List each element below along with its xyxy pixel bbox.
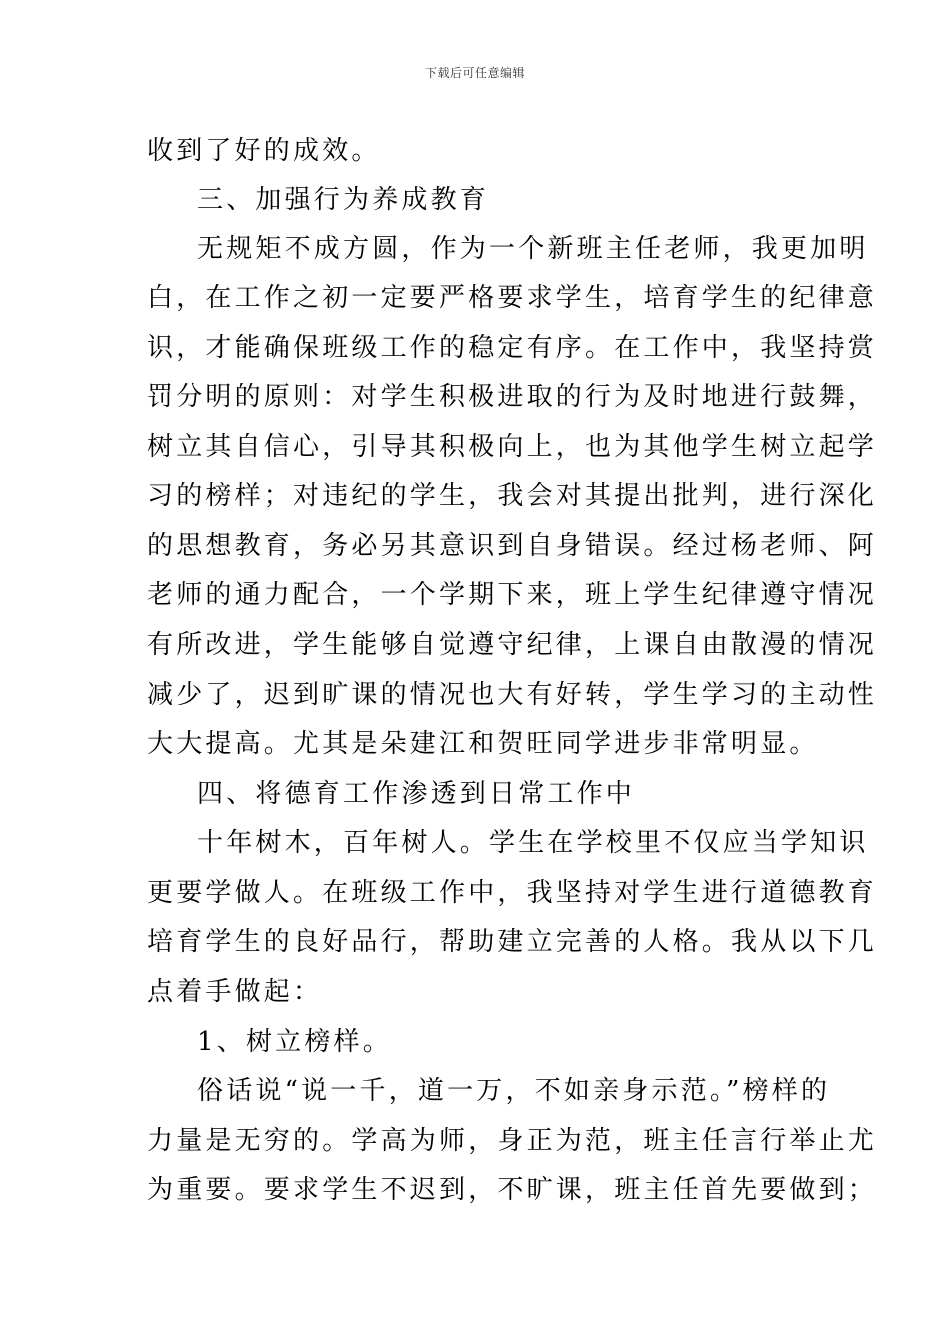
paragraph-line: 树立其自信心，引导其积极向上，也为其他学生树立起学 <box>147 432 878 462</box>
subheading: 1、树立榜样。 <box>197 1027 392 1057</box>
paragraph-line: 习的榜样；对违纪的学生，我会对其提出批判，进行深化 <box>147 481 878 511</box>
paragraph-line: 俗话说“说一千，道一万，不如亲身示范。”榜样的 <box>197 1076 831 1106</box>
paragraph-line: 无规矩不成方圆，作为一个新班主任老师，我更加明 <box>197 234 869 264</box>
paragraph-line: 减少了，迟到旷课的情况也大有好转，学生学习的主动性 <box>147 680 878 710</box>
paragraph-line: 十年树木，百年树人。学生在学校里不仅应当学知识 <box>197 828 869 858</box>
section-heading: 四、将德育工作渗透到日常工作中 <box>197 779 636 809</box>
paragraph-line: 更要学做人。在班级工作中，我坚持对学生进行道德教育 <box>147 878 878 908</box>
paragraph-line: 收到了好的成效。 <box>147 136 381 166</box>
paragraph-line: 罚分明的原则：对学生积极进取的行为及时地进行鼓舞， <box>147 382 878 412</box>
paragraph-line: 老师的通力配合，一个学期下来，班上学生纪律遵守情况 <box>147 580 878 610</box>
paragraph-line: 识，才能确保班级工作的稳定有序。在工作中，我坚持赏 <box>147 333 878 363</box>
paragraph-line: 的思想教育，务必另其意识到自身错误。经过杨老师、阿 <box>147 531 878 561</box>
paragraph-line: 大大提高。尤其是朵建江和贺旺同学进步非常明显。 <box>147 729 819 759</box>
page-header: 下载后可任意编辑 <box>424 66 525 80</box>
paragraph-line: 有所改进，学生能够自觉遵守纪律，上课自由散漫的情况 <box>147 630 878 660</box>
paragraph-line: 培育学生的良好品行，帮助建立完善的人格。我从以下几 <box>147 927 878 957</box>
paragraph-line: 力量是无穷的。学高为师，身正为范，班主任言行举止尤 <box>147 1126 878 1156</box>
paragraph-line: 为重要。要求学生不迟到，不旷课，班主任首先要做到； <box>147 1175 878 1205</box>
paragraph-line: 白，在工作之初一定要严格要求学生，培育学生的纪律意 <box>147 283 878 313</box>
section-heading: 三、加强行为养成教育 <box>197 185 490 215</box>
paragraph-line: 点着手做起： <box>147 977 323 1007</box>
